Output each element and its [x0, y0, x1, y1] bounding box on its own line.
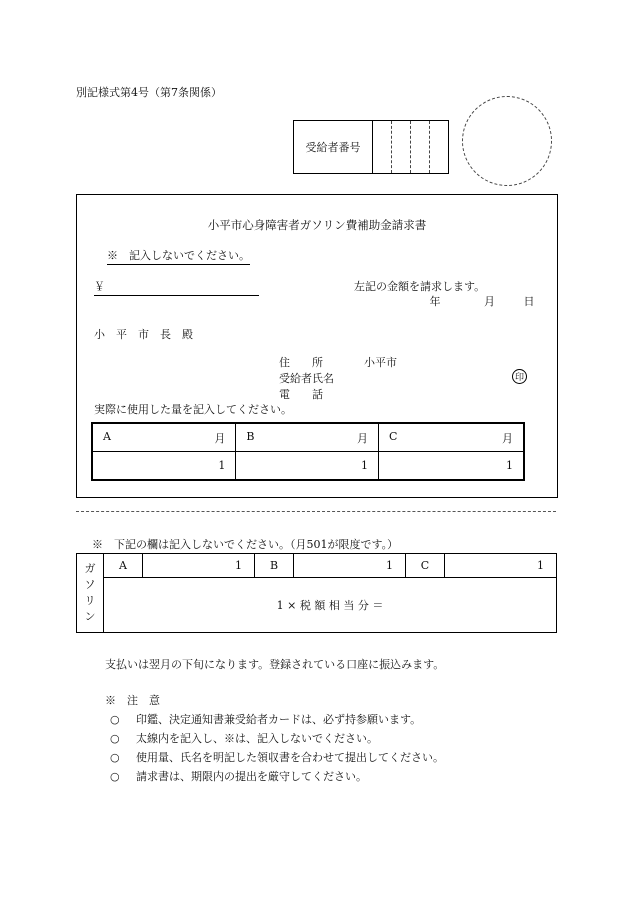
table-row [77, 578, 557, 633]
office-value-b: 1 [294, 554, 406, 578]
addressee: 小 平 市 長 殿 [94, 328, 193, 341]
phone-label: 電 話 [279, 388, 323, 401]
recipient-number-label: 受給者番号 [294, 121, 373, 173]
office-use-table [76, 553, 557, 633]
usage-value-c: 1 [378, 452, 524, 481]
office-use-note: ※ 下記の欄は記入しないでください。（月501が限度です。） [92, 538, 399, 551]
caution-item: ○ 使用量、氏名を明記した領収書を合わせて提出してください。 [110, 751, 444, 764]
office-key-c: C [406, 554, 445, 578]
office-key-a: A [104, 554, 143, 578]
usage-value-b: 1 [236, 452, 379, 481]
recipient-number-box [293, 120, 449, 174]
caution-item: ○ 請求書は、期限内の提出を厳守してください。 [110, 770, 367, 783]
date-month: 月 [484, 295, 495, 308]
caution-item: ○ 印鑑、決定通知書兼受給者カードは、必ず持参願います。 [110, 713, 422, 726]
usage-header-a: A 月 [92, 423, 236, 452]
recipient-digit-cell [411, 121, 430, 173]
recipient-digit-cell [373, 121, 392, 173]
form-reference: 別記様式第4号（第7条関係） [76, 86, 222, 99]
cut-line [76, 511, 556, 512]
table-row [92, 423, 524, 452]
office-key-b: B [255, 554, 294, 578]
date-line [410, 293, 539, 309]
table-row [92, 452, 524, 481]
date-day: 日 [523, 295, 535, 308]
usage-header-b: B 月 [236, 423, 379, 452]
table-row [77, 554, 557, 578]
gasoline-vertical-label: ガ ソ リ ン [77, 554, 104, 633]
office-value-c: 1 [445, 554, 557, 578]
usage-table [91, 422, 525, 481]
caution-heading: ※ 注 意 [105, 694, 160, 707]
form-title: 小平市心身障害者ガソリン費補助金請求書 [207, 218, 427, 232]
stamp-circle [462, 96, 552, 186]
address-value: 小平市 [364, 356, 397, 369]
usage-value-a: 1 [92, 452, 236, 481]
tax-formula: 1 × 税 額 相 当 分 ＝ [104, 578, 557, 633]
recipient-name-label: 受給者氏名 [279, 372, 334, 385]
usage-header-c: C 月 [378, 423, 524, 452]
claim-text: 左記の金額を請求します。 [354, 280, 486, 293]
recipient-number-cells [373, 121, 448, 173]
amount-field: ￥ [94, 278, 259, 296]
usage-instruction: 実際に使用した量を記入してください。 [94, 403, 292, 416]
date-year: 年 [429, 295, 441, 308]
caution-item: ○ 太線内を記入し、※は、記入しないでください。 [110, 732, 378, 745]
payment-note: 支払いは翌月の下旬になります。登録されている口座に振込みます。 [105, 658, 445, 671]
recipient-digit-cell [430, 121, 448, 173]
office-value-a: 1 [143, 554, 255, 578]
recipient-digit-cell [392, 121, 411, 173]
address-label: 住 所 [279, 356, 323, 369]
do-not-fill-note: ※ 記入しないでください。 [107, 247, 250, 265]
seal-mark: 印 [512, 369, 527, 384]
